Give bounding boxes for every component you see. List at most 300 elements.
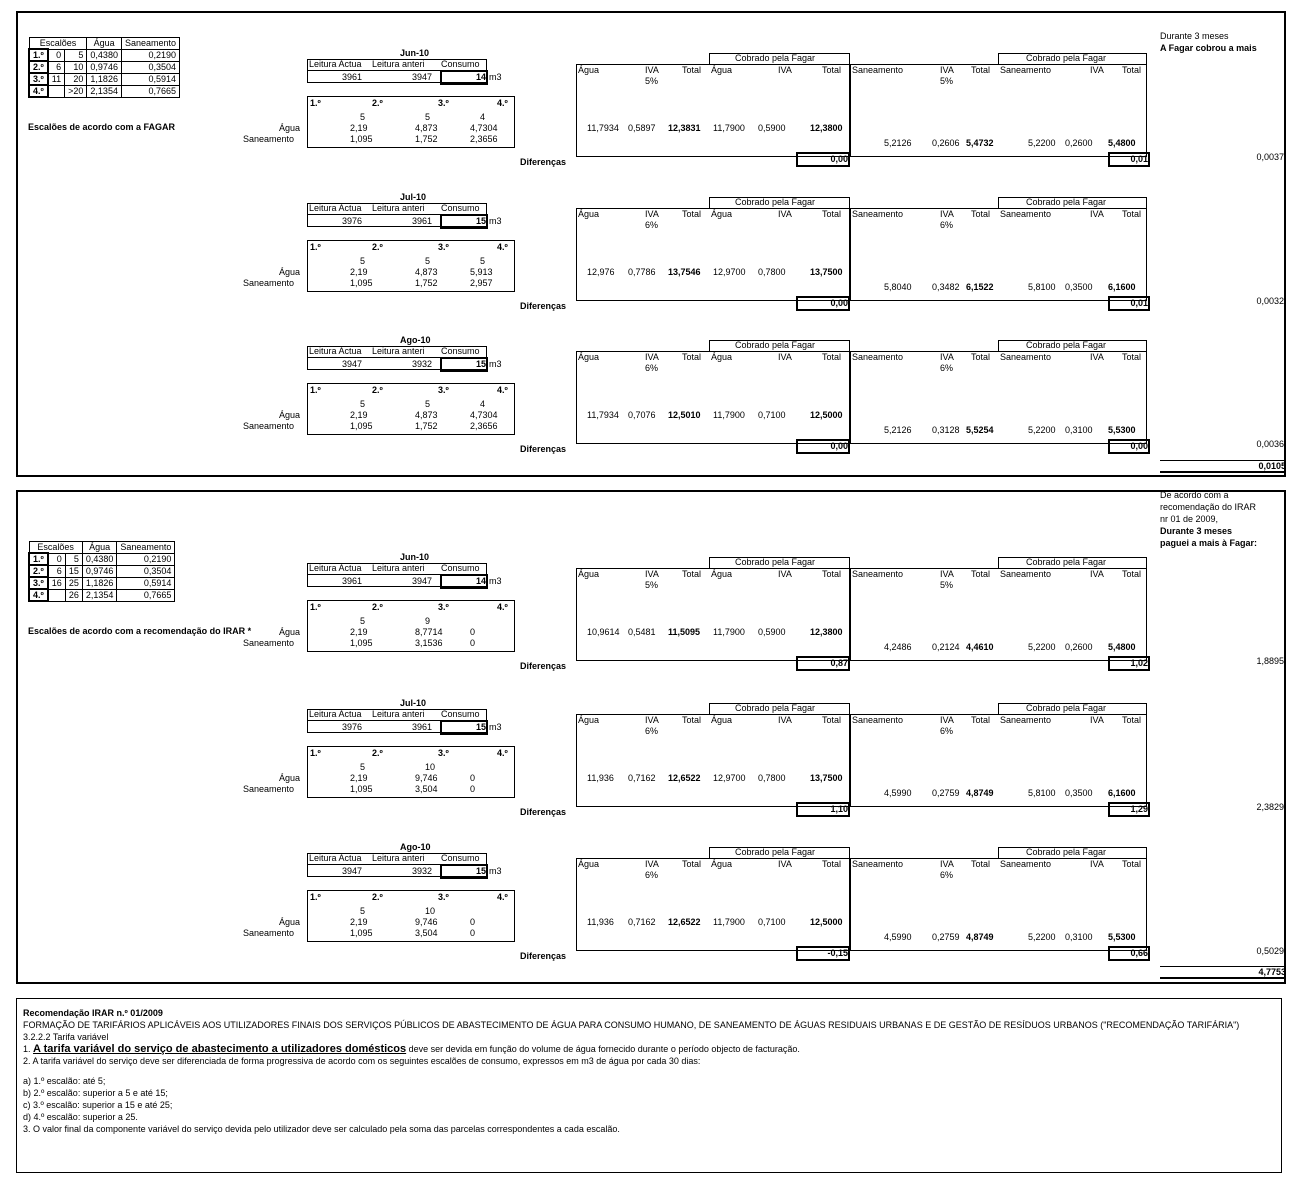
san-col-header-4: IVA xyxy=(1090,65,1104,75)
san-val-3: 5,2200 xyxy=(1028,138,1056,148)
san-val-2: 4,4610 xyxy=(966,642,994,652)
agua-col-header-5: Total xyxy=(822,352,842,362)
agua-val-0: 11,7934 xyxy=(587,123,619,133)
agua-col-header-0: Água xyxy=(578,352,600,362)
agua-val-5: 12,5000 xyxy=(810,917,843,927)
escalao-header-2: 2.º xyxy=(372,385,383,395)
escaloes-cell: 6 xyxy=(48,61,65,73)
saneamento-label: Saneamento xyxy=(243,928,295,938)
agua-col-header-2: Total xyxy=(682,859,702,869)
agua-val-1: 0,7786 xyxy=(628,267,656,277)
san-2: 1,752 xyxy=(415,278,438,288)
agua-2: 8,7714 xyxy=(415,627,443,637)
diferenca-total: 0,5029 xyxy=(1256,946,1284,956)
leitura-anterior-header: Leitura anteri xyxy=(372,203,425,213)
diferenca-total: 0,0036 xyxy=(1256,439,1284,449)
escaloes-cell: 0,3504 xyxy=(121,61,179,73)
agua-val-1: 0,7162 xyxy=(628,917,656,927)
escaloes-cell: 0,5914 xyxy=(117,577,175,589)
san-col-header-0: Saneamento xyxy=(852,715,904,725)
consumo-header: Consumo xyxy=(441,59,480,69)
diferenca-total: 2,3829 xyxy=(1256,802,1284,812)
escaloes-cell: 3.º xyxy=(29,73,48,85)
agua-col-header-4: IVA xyxy=(778,352,792,362)
escalao-header-4: 4.º xyxy=(497,385,508,395)
irar-recommendation-note xyxy=(16,998,1282,1173)
agua-3: 4,7304 xyxy=(470,410,498,420)
san-val-4: 0,2600 xyxy=(1065,138,1093,148)
note-line8: d) 4.º escalão: superior a 25. xyxy=(23,1112,138,1122)
san-val-5: 5,5300 xyxy=(1108,425,1136,435)
month-label: Jun-10 xyxy=(400,552,430,562)
agua-val-5: 13,7500 xyxy=(810,267,843,277)
san-1: 1,095 xyxy=(350,638,373,648)
agua-val-3: 11,7900 xyxy=(713,627,745,637)
month-label: Jun-10 xyxy=(400,48,430,58)
san-3: 0 xyxy=(470,784,476,794)
san-val-2: 5,4732 xyxy=(966,138,994,148)
escaloes-cell: 0,7665 xyxy=(117,589,175,601)
consumo-header: Consumo xyxy=(441,346,480,356)
agua-box xyxy=(576,568,850,661)
leitura-anterior: 3932 xyxy=(412,866,433,876)
bottom-total: 4,7753 xyxy=(1160,966,1286,979)
agua-label: Água xyxy=(279,773,301,783)
escaloes-cell xyxy=(48,589,66,601)
escalao-calc-box xyxy=(307,600,515,652)
agua-col-header-1: IVA xyxy=(645,65,659,75)
escaloes-header-2: Saneamento xyxy=(117,542,175,554)
agua-val-4: 0,5900 xyxy=(758,123,786,133)
agua-iva-pct: 6% xyxy=(645,726,659,736)
escalao-header-3: 3.º xyxy=(438,892,449,902)
escaloes-cell: 2.º xyxy=(29,565,48,577)
consumo-header: Consumo xyxy=(441,563,480,573)
escalao-header-2: 2.º xyxy=(372,602,383,612)
agua-1: 2,19 xyxy=(350,123,368,133)
escaloes-cell: 11 xyxy=(48,73,65,85)
diferenca-agua: 0,00 xyxy=(796,152,850,167)
san-val-2: 4,8749 xyxy=(966,932,994,942)
qty-2: 9 xyxy=(425,616,431,626)
agua-val-0: 11,936 xyxy=(587,917,614,927)
agua-val-5: 12,3800 xyxy=(810,627,843,637)
diferenca-san: 0,01 xyxy=(1108,152,1150,167)
bottom-right-line5: paguei a mais à Fagar: xyxy=(1160,538,1258,548)
consumo-value: 15 xyxy=(440,864,488,879)
agua-3: 0 xyxy=(470,917,476,927)
san-iva-pct: 5% xyxy=(940,76,954,86)
qty-2: 5 xyxy=(425,256,431,266)
san-col-header-1: IVA xyxy=(940,859,954,869)
leitura-actual-header: Leitura Actua xyxy=(309,709,362,719)
qty-1: 5 xyxy=(360,112,366,122)
agua-1: 2,19 xyxy=(350,267,368,277)
san-1: 1,095 xyxy=(350,278,373,288)
top-total: 0,0105 xyxy=(1160,460,1286,473)
escaloes-cell: 0,9746 xyxy=(87,61,122,73)
note-line6: b) 2.º escalão: superior a 5 e até 15; xyxy=(23,1088,168,1098)
diferenca-san: 0,66 xyxy=(1108,946,1150,961)
san-col-header-1: IVA xyxy=(940,569,954,579)
label-fagar: Escalões de acordo com a FAGAR xyxy=(28,122,176,132)
san-1: 1,095 xyxy=(350,784,373,794)
agua-col-header-2: Total xyxy=(682,569,702,579)
san-col-header-0: Saneamento xyxy=(852,65,904,75)
escaloes-cell: 6 xyxy=(48,565,66,577)
san-col-header-5: Total xyxy=(1122,569,1142,579)
escaloes-header-0: Escalões xyxy=(29,542,82,554)
san-val-0: 5,2126 xyxy=(884,138,912,148)
escaloes-cell: 26 xyxy=(65,589,82,601)
san-col-header-5: Total xyxy=(1122,209,1142,219)
leitura-actual-header: Leitura Actua xyxy=(309,346,362,356)
san-3: 2,3656 xyxy=(470,421,498,431)
agua-3: 0 xyxy=(470,627,476,637)
san-val-0: 5,2126 xyxy=(884,425,912,435)
qty-1: 5 xyxy=(360,256,366,266)
san-val-5: 5,4800 xyxy=(1108,138,1136,148)
agua-box xyxy=(576,858,850,951)
san-val-2: 6,1522 xyxy=(966,282,994,292)
agua-col-header-3: Água xyxy=(711,209,733,219)
san-col-header-2: Total xyxy=(971,352,991,362)
san-col-header-4: IVA xyxy=(1090,715,1104,725)
qty-1: 5 xyxy=(360,762,366,772)
escalao-header-4: 4.º xyxy=(497,242,508,252)
san-2: 3,504 xyxy=(415,928,438,938)
san-col-header-3: Saneamento xyxy=(1000,569,1052,579)
agua-val-1: 0,5481 xyxy=(628,627,656,637)
escaloes-table-irar xyxy=(28,541,175,602)
note-line7: c) 3.º escalão: superior a 15 e até 25; xyxy=(23,1100,173,1110)
san-val-1: 0,2759 xyxy=(932,932,960,942)
qty-2: 5 xyxy=(425,399,431,409)
san-val-0: 4,5990 xyxy=(884,932,912,942)
diferencas-label: Diferenças xyxy=(520,661,567,671)
escalao-header-1: 1.º xyxy=(310,602,321,612)
cobrado-label-agua: Cobrado pela Fagar xyxy=(735,557,816,567)
leitura-actual: 3976 xyxy=(342,722,363,732)
escaloes-cell: 0,7665 xyxy=(121,85,179,97)
consumo-value: 14 xyxy=(440,574,488,589)
agua-val-3: 12,9700 xyxy=(713,773,746,783)
escaloes-cell: 25 xyxy=(65,577,82,589)
agua-val-4: 0,7100 xyxy=(758,410,786,420)
san-val-0: 5,8040 xyxy=(884,282,912,292)
agua-val-2: 11,5095 xyxy=(668,627,701,637)
agua-col-header-5: Total xyxy=(822,715,842,725)
san-col-header-2: Total xyxy=(971,569,991,579)
diferenca-total: 0,0037 xyxy=(1256,152,1284,162)
m3-unit: m3 xyxy=(489,866,502,876)
escaloes-cell: 1.º xyxy=(29,49,48,61)
agua-col-header-4: IVA xyxy=(778,715,792,725)
agua-val-1: 0,7162 xyxy=(628,773,656,783)
note-line2: 3.2.2.2 Tarifa variável xyxy=(23,1032,109,1042)
agua-val-1: 0,7076 xyxy=(628,410,656,420)
bottom-right-line4: Durante 3 meses xyxy=(1160,526,1233,536)
san-val-5: 5,5300 xyxy=(1108,932,1136,942)
escaloes-cell: 0,4380 xyxy=(87,49,122,61)
agua-col-header-4: IVA xyxy=(778,209,792,219)
note-line1: FORMAÇÃO DE TARIFÁRIOS APLICÁVEIS AOS UTILIZADORES FINAIS DOS SERVIÇOS PÚBLICOS DE ABASTECIMENTO DE ÁGUA PARA CONSUMO HUMANO, DE SANEAMENTO DE ÁGUAS RESIDUAIS URBANAS E DE GESTÃO DE RESÍDUOS URBANOS ("RECOMENDAÇÃO TARIFÁRIA") xyxy=(23,1020,1240,1030)
san-val-1: 0,2759 xyxy=(932,788,960,798)
agua-val-0: 10,9614 xyxy=(587,627,620,637)
agua-2: 4,873 xyxy=(415,123,438,133)
agua-label: Água xyxy=(279,267,301,277)
leitura-actual-header: Leitura Actua xyxy=(309,563,362,573)
agua-col-header-3: Água xyxy=(711,859,733,869)
escalao-header-3: 3.º xyxy=(438,602,449,612)
san-col-header-3: Saneamento xyxy=(1000,352,1052,362)
san-val-4: 0,3100 xyxy=(1065,425,1093,435)
escaloes-cell: 2,1354 xyxy=(82,589,117,601)
agua-val-3: 11,7900 xyxy=(713,123,745,133)
agua-col-header-1: IVA xyxy=(645,352,659,362)
escaloes-table-fagar xyxy=(28,37,180,98)
agua-3: 5,913 xyxy=(470,267,493,277)
san-val-2: 5,5254 xyxy=(966,425,994,435)
agua-val-4: 0,5900 xyxy=(758,627,786,637)
agua-col-header-2: Total xyxy=(682,352,702,362)
agua-col-header-5: Total xyxy=(822,569,842,579)
bottom-right-line1: De acordo com a xyxy=(1160,490,1229,500)
month-label: Ago-10 xyxy=(400,335,431,345)
san-col-header-4: IVA xyxy=(1090,209,1104,219)
leitura-actual: 3947 xyxy=(342,866,363,876)
agua-val-0: 12,976 xyxy=(587,267,615,277)
diferenca-total: 0,0032 xyxy=(1256,296,1284,306)
escaloes-cell: 15 xyxy=(65,565,82,577)
san-val-0: 4,2486 xyxy=(884,642,912,652)
leitura-actual: 3961 xyxy=(342,72,363,82)
escaloes-cell: 4.º xyxy=(29,589,48,601)
cobrado-label-san: Cobrado pela Fagar xyxy=(1026,847,1107,857)
qty-3: 4 xyxy=(480,112,486,122)
san-2: 3,504 xyxy=(415,784,438,794)
agua-iva-pct: 6% xyxy=(645,363,659,373)
escaloes-cell: 0 xyxy=(48,49,65,61)
escalao-calc-box xyxy=(307,890,515,942)
escaloes-cell: >20 xyxy=(65,85,87,97)
escaloes-cell: 0,5914 xyxy=(121,73,179,85)
consumo-value: 15 xyxy=(440,214,488,229)
m3-unit: m3 xyxy=(489,359,502,369)
leitura-actual: 3947 xyxy=(342,359,363,369)
san-col-header-3: Saneamento xyxy=(1000,209,1052,219)
month-label: Ago-10 xyxy=(400,842,431,852)
leitura-anterior-header: Leitura anteri xyxy=(372,346,425,356)
san-col-header-2: Total xyxy=(971,65,991,75)
escaloes-header-1: Água xyxy=(87,38,122,50)
consumo-value: 14 xyxy=(440,70,488,85)
san-iva-pct: 6% xyxy=(940,363,954,373)
escaloes-cell: 0,2190 xyxy=(121,49,179,61)
san-val-5: 5,4800 xyxy=(1108,642,1136,652)
agua-col-header-0: Água xyxy=(578,209,600,219)
note-line9: 3. O valor final da componente variável do serviço devida pelo utilizador deve ser calculado pela soma das parcelas correspondentes a cada escalão. xyxy=(23,1124,620,1134)
leitura-anterior: 3961 xyxy=(412,216,433,226)
san-col-header-0: Saneamento xyxy=(852,859,904,869)
san-col-header-0: Saneamento xyxy=(852,569,904,579)
escalao-header-2: 2.º xyxy=(372,242,383,252)
agua-label: Água xyxy=(279,917,301,927)
san-col-header-4: IVA xyxy=(1090,569,1104,579)
diferenca-san: 1,29 xyxy=(1108,802,1150,817)
escaloes-cell: 1.º xyxy=(29,553,48,565)
agua-label: Água xyxy=(279,123,301,133)
diferenca-total: 1,8895 xyxy=(1256,656,1284,666)
saneamento-label: Saneamento xyxy=(243,784,295,794)
san-iva-pct: 6% xyxy=(940,870,954,880)
leitura-actual-header: Leitura Actua xyxy=(309,203,362,213)
saneamento-label: Saneamento xyxy=(243,134,295,144)
san-col-header-4: IVA xyxy=(1090,859,1104,869)
agua-col-header-0: Água xyxy=(578,569,600,579)
agua-col-header-5: Total xyxy=(822,65,842,75)
agua-box xyxy=(576,208,850,301)
leitura-anterior-header: Leitura anteri xyxy=(372,853,425,863)
agua-1: 2,19 xyxy=(350,627,368,637)
cobrado-label-san: Cobrado pela Fagar xyxy=(1026,53,1107,63)
agua-val-5: 12,3800 xyxy=(810,123,843,133)
m3-unit: m3 xyxy=(489,216,502,226)
escalao-header-1: 1.º xyxy=(310,748,321,758)
note-line3-prefix: 1. xyxy=(23,1044,34,1054)
agua-col-header-1: IVA xyxy=(645,715,659,725)
san-3: 2,3656 xyxy=(470,134,498,144)
san-val-4: 0,3500 xyxy=(1065,282,1093,292)
note-line3-emphasis: A tarifa variável do serviço de abastecimento a utilizadores domésticos xyxy=(33,1043,407,1055)
saneamento-label: Saneamento xyxy=(243,278,295,288)
agua-box xyxy=(576,64,850,157)
san-iva-pct: 6% xyxy=(940,220,954,230)
san-2: 3,1536 xyxy=(415,638,443,648)
qty-1: 5 xyxy=(360,616,366,626)
san-val-5: 6,1600 xyxy=(1108,788,1136,798)
qty-3: 5 xyxy=(480,256,486,266)
escalao-header-1: 1.º xyxy=(310,385,321,395)
san-iva-pct: 5% xyxy=(940,580,954,590)
cobrado-label-san: Cobrado pela Fagar xyxy=(1026,703,1107,713)
agua-val-5: 13,7500 xyxy=(810,773,843,783)
leitura-anterior: 3932 xyxy=(412,359,433,369)
san-val-3: 5,2200 xyxy=(1028,642,1056,652)
agua-val-2: 13,7546 xyxy=(668,267,701,277)
agua-label: Água xyxy=(279,410,301,420)
diferenca-san: 1,02 xyxy=(1108,656,1150,671)
escaloes-cell: 1,1826 xyxy=(87,73,122,85)
cobrado-label-agua: Cobrado pela Fagar xyxy=(735,197,816,207)
agua-2: 9,746 xyxy=(415,773,438,783)
escalao-header-1: 1.º xyxy=(310,242,321,252)
agua-col-header-3: Água xyxy=(711,569,733,579)
escaloes-cell: 4.º xyxy=(29,85,48,97)
cobrado-label-agua: Cobrado pela Fagar xyxy=(735,703,816,713)
agua-iva-pct: 5% xyxy=(645,580,659,590)
qty-2: 10 xyxy=(425,762,436,772)
agua-label: Água xyxy=(279,627,301,637)
san-col-header-1: IVA xyxy=(940,209,954,219)
saneamento-label: Saneamento xyxy=(243,421,295,431)
san-1: 1,095 xyxy=(350,421,373,431)
escaloes-header-2: Saneamento xyxy=(121,38,179,50)
san-col-header-3: Saneamento xyxy=(1000,65,1052,75)
leitura-anterior-header: Leitura anteri xyxy=(372,59,425,69)
agua-val-3: 11,7900 xyxy=(713,410,745,420)
agua-box xyxy=(576,714,850,807)
agua-col-header-3: Água xyxy=(711,715,733,725)
escaloes-cell xyxy=(48,85,65,97)
qty-2: 10 xyxy=(425,906,436,916)
agua-col-header-1: IVA xyxy=(645,209,659,219)
san-col-header-5: Total xyxy=(1122,352,1142,362)
agua-val-4: 0,7800 xyxy=(758,267,786,277)
san-3: 0 xyxy=(470,928,476,938)
san-iva-pct: 6% xyxy=(940,726,954,736)
escalao-header-4: 4.º xyxy=(497,98,508,108)
escaloes-cell: 3.º xyxy=(29,577,48,589)
escaloes-cell: 0,9746 xyxy=(82,565,117,577)
bottom-right-note xyxy=(1160,489,1257,549)
agua-col-header-4: IVA xyxy=(778,859,792,869)
leitura-actual: 3961 xyxy=(342,576,363,586)
escalao-header-3: 3.º xyxy=(438,242,449,252)
agua-1: 2,19 xyxy=(350,410,368,420)
escaloes-cell: 20 xyxy=(65,73,87,85)
agua-val-5: 12,5000 xyxy=(810,410,843,420)
diferenca-agua: -0,15 xyxy=(796,946,850,961)
leitura-anterior-header: Leitura anteri xyxy=(372,709,425,719)
san-col-header-2: Total xyxy=(971,715,991,725)
agua-1: 2,19 xyxy=(350,773,368,783)
qty-1: 5 xyxy=(360,399,366,409)
leitura-actual-header: Leitura Actua xyxy=(309,59,362,69)
qty-3: 4 xyxy=(480,399,486,409)
escaloes-cell: 16 xyxy=(48,577,66,589)
agua-val-3: 11,7900 xyxy=(713,917,745,927)
escalao-header-1: 1.º xyxy=(310,98,321,108)
san-val-4: 0,3100 xyxy=(1065,932,1093,942)
month-label: Jul-10 xyxy=(400,698,427,708)
top-right-line1: Durante 3 meses xyxy=(1160,31,1229,41)
bottom-right-line2: recomendação do IRAR xyxy=(1160,502,1257,512)
agua-val-3: 12,9700 xyxy=(713,267,746,277)
san-val-0: 4,5990 xyxy=(884,788,912,798)
qty-2: 5 xyxy=(425,112,431,122)
note-line5: a) 1.º escalão: até 5; xyxy=(23,1076,106,1086)
m3-unit: m3 xyxy=(489,576,502,586)
san-col-header-5: Total xyxy=(1122,859,1142,869)
san-val-3: 5,2200 xyxy=(1028,932,1056,942)
san-val-3: 5,2200 xyxy=(1028,425,1056,435)
escaloes-cell: 2.º xyxy=(29,61,48,73)
bottom-right-line3: nr 01 de 2009, xyxy=(1160,514,1219,524)
agua-val-2: 12,3831 xyxy=(668,123,701,133)
san-col-header-4: IVA xyxy=(1090,352,1104,362)
saneamento-label: Saneamento xyxy=(243,638,295,648)
agua-col-header-1: IVA xyxy=(645,569,659,579)
leitura-actual: 3976 xyxy=(342,216,363,226)
escaloes-cell: 0,2190 xyxy=(117,553,175,565)
san-val-2: 4,8749 xyxy=(966,788,994,798)
agua-val-4: 0,7800 xyxy=(758,773,786,783)
escaloes-header-1: Água xyxy=(82,542,117,554)
agua-val-2: 12,6522 xyxy=(668,773,701,783)
diferenca-agua: 1,10 xyxy=(796,802,850,817)
agua-col-header-5: Total xyxy=(822,209,842,219)
